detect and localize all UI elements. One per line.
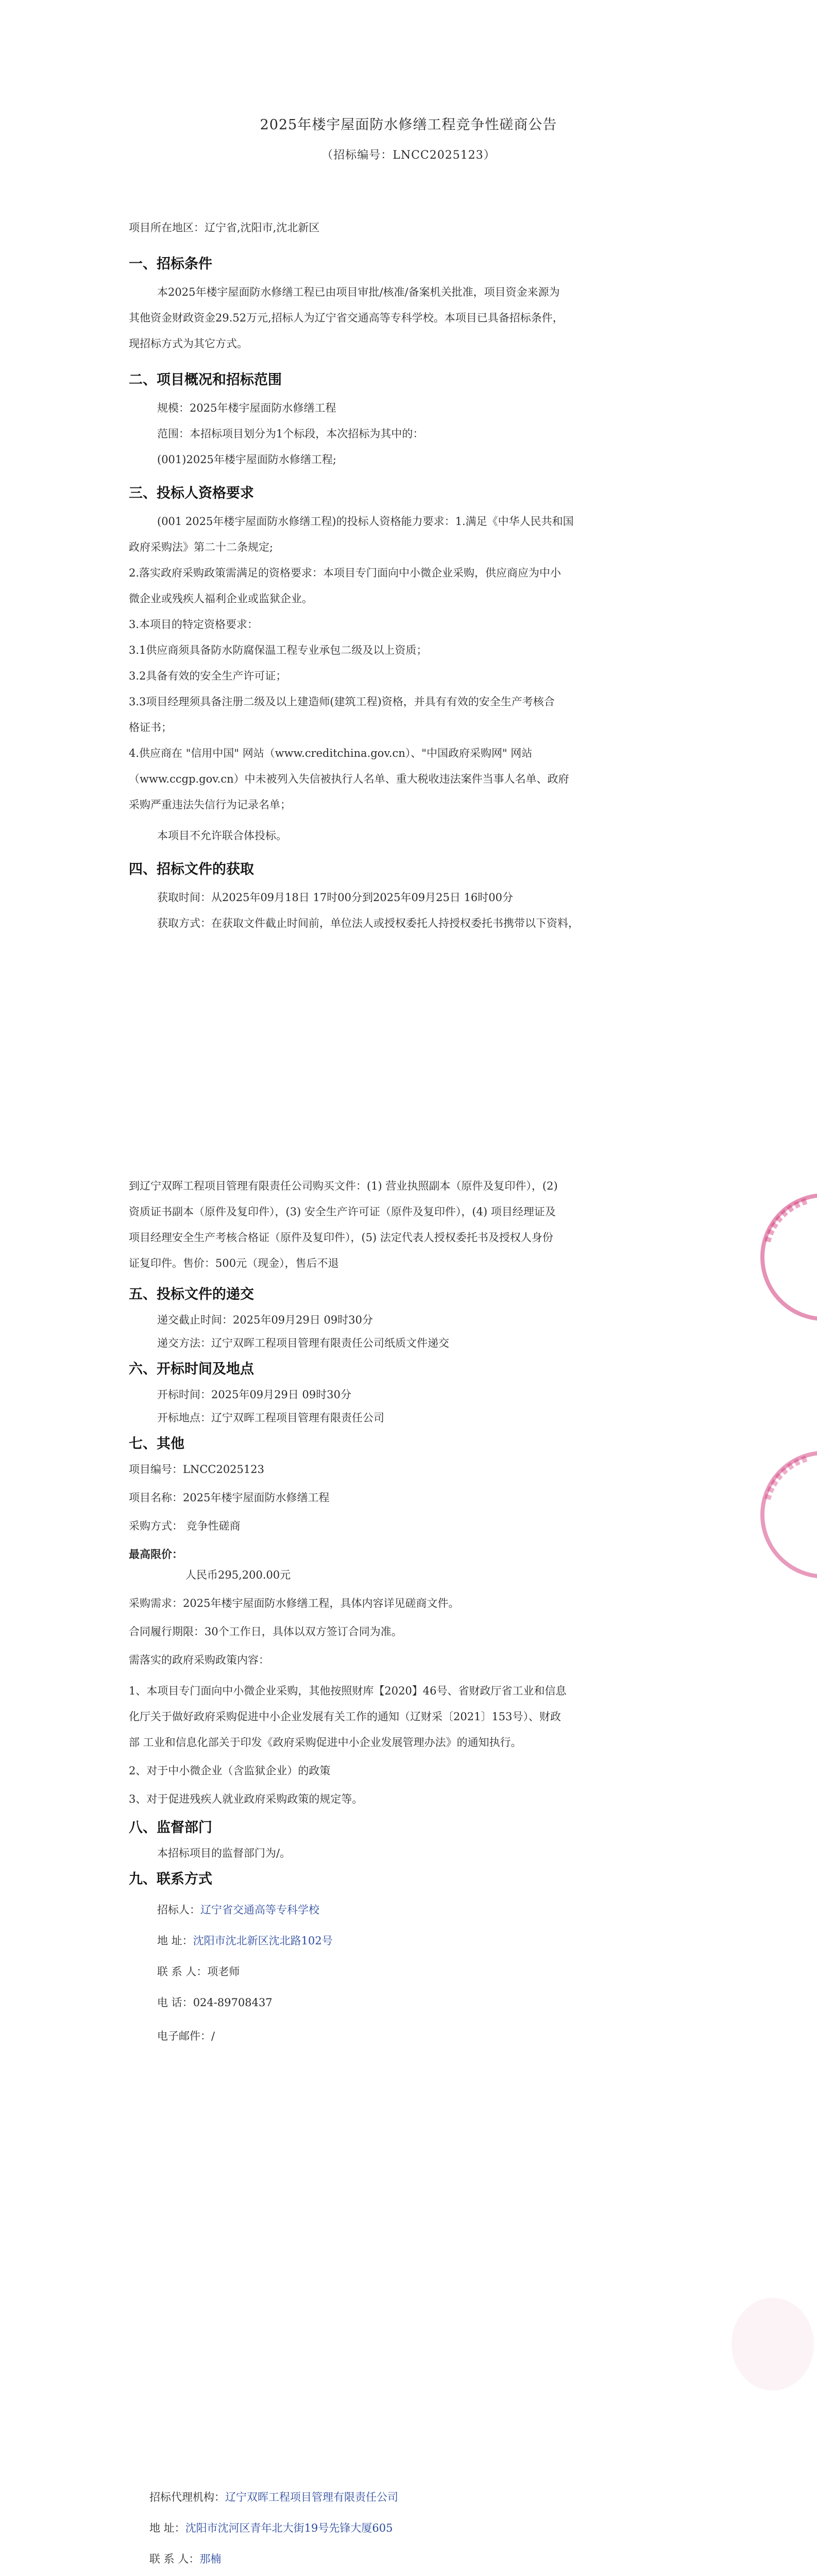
procurement-method: 采购方式： 竞争性磋商 [129,1520,241,1532]
agent-contact: 那楠 [199,2553,222,2565]
agent-address-row [149,2519,393,2537]
heading-supervision: 八、监督部门 [129,1820,212,1836]
project-scale: 规模：2025年楼宇屋面防水修缮工程 [157,402,336,414]
tenderer-row [157,1901,319,1919]
paragraph-line: 政府采购法》第二十二条规定; [129,541,274,553]
joint-bid-note: 本项目不允许联合体投标。 [157,829,287,842]
agent-address: 沈阳市沈河区青年北大街19号先锋大厦605 [185,2522,393,2534]
project-lot: (001)2025年楼宇屋面防水修缮工程; [157,453,336,466]
seal-edge-mark [747,1437,817,1592]
label: 联 系 人： [157,1965,208,1978]
paragraph-line: 其他资金财政资金29.52万元,招标人为辽宁省交通高等专科学校。本项目已具备招标条件， [129,312,564,324]
heading-tender-conditions: 一、招标条件 [129,256,212,272]
paragraph-line: 资质证书副本（原件及复印件），(3) 安全生产许可证（原件及复印件），(4) 项目经理证及 [129,1206,556,1218]
heading-project-overview: 二、项目概况和招标范围 [129,372,282,388]
budget-value: 人民币295,200.00元 [185,1569,291,1581]
budget-label: 最高限价： [129,1548,183,1561]
tenderer-name: 辽宁省交通高等专科学校 [200,1904,319,1916]
tenderer-contact: 项老师 [207,1965,240,1978]
contract-period: 合同履行期限：30个工作日，具体以双方签订合同为准。 [129,1625,402,1638]
paragraph-line: 项目经理安全生产考核合格证（原件及复印件），(5) 法定代表人授权委托书及授权人身份 [129,1231,553,1244]
phone-row [157,1994,273,2011]
obtain-method: 获取方式：在获取文件截止时间前，单位法人或授权委托人持授权委托书携带以下资料， [157,917,579,929]
paragraph-line: 到辽宁双晖工程项目管理有限责任公司购买文件：(1) 营业执照副本（原件及复印件），(2) [129,1180,558,1192]
paragraph-line: 部 工业和信息化部关于印发《政府采购促进中小企业发展管理办法》的通知执行。 [129,1736,522,1749]
policy-heading: 需落实的政府采购政策内容： [129,1654,269,1666]
paragraph-line: 格证书； [129,721,172,734]
project-number: 项目编号：LNCC2025123 [129,1463,264,1476]
opening-place: 开标地点：辽宁双晖工程项目管理有限责任公司 [157,1412,384,1424]
paragraph-line: 3.1供应商须具备防水防腐保温工程专业承包二级及以上资质； [129,644,428,656]
label: 地 址： [149,2522,185,2534]
paragraph-line: （www.ccgp.gov.cn）中未被列入失信被执行人名单、重大税收违法案件当事人名单、政府 [129,773,569,785]
agent-row [149,2488,398,2506]
address-row [157,1932,333,1950]
paragraph-line: 微企业或残疾人福利企业或监狱企业。 [129,592,313,605]
paragraph-line: 采购严重违法失信行为记录名单； [129,799,291,811]
heading-other: 七、其他 [129,1436,184,1452]
doc-title: 2025年楼宇屋面防水修缮工程竞争性磋商公告 [260,117,557,133]
project-scope: 范围：本招标项目划分为1个标段，本次招标为其中的： [157,428,424,440]
paragraph-line: 3.3项目经理须具备注册二级及以上建造师(建筑工程)资格，并具有有效的安全生产考核合 [129,696,555,708]
paragraph-line: 1、本项目专门面向中小微企业采购，其他按照财库【2020】46号、省财政厅省工业和信息 [129,1685,567,1697]
submit-method: 递交方法：辽宁双晖工程项目管理有限责任公司纸质文件递交 [157,1337,449,1349]
obtain-time: 获取时间：从2025年09月18日 17时00分到2025年09月25日 16时00分 [157,891,514,904]
paragraph-line: 3、对于促进残疾人就业政府采购政策的规定等。 [129,1793,363,1805]
label: 联 系 人： [149,2553,200,2565]
supervision-text: 本招标项目的监督部门为/。 [157,1847,291,1859]
label: 招标人： [157,1904,200,1916]
project-name: 项目名称：2025年楼宇屋面防水修缮工程 [129,1492,330,1504]
procurement-content: 采购需求：2025年楼宇屋面防水修缮工程，具体内容详见磋商文件。 [129,1597,459,1609]
agent-name: 辽宁双晖工程项目管理有限责任公司 [225,2491,398,2503]
label: 电 话： [157,1996,193,2009]
heading-obtain-docs: 四、招标文件的获取 [129,861,254,877]
heading-qualification: 三、投标人资格要求 [129,485,254,501]
tenderer-address: 沈阳市沈北新区沈北路102号 [193,1935,333,1947]
paragraph-line: 证复印件。售价：500元（现金），售后不退 [129,1257,339,1269]
agent-contact-row [149,2550,221,2568]
seal-bleed-mark [731,2298,814,2391]
heading-submit-bid: 五、投标文件的递交 [129,1286,254,1302]
tenderer-email: 电子邮件：/ [157,2030,215,2042]
contact-row [157,1963,240,1980]
opening-time: 开标时间：2025年09月29日 09时30分 [157,1388,352,1401]
paragraph-line: 3.本项目的特定资格要求： [129,618,259,631]
paragraph-line: 化厅关于做好政府采购促进中小企业发展有关工作的通知（辽财采〔2021〕153号）、财政 [129,1710,561,1723]
paragraph-line: 2.落实政府采购政策需满足的资格要求：本项目专门面向中小微企业采购，供应商应为中小 [129,567,561,579]
paragraph-line: 现招标方式为其它方式。 [129,337,248,350]
label: 地 址： [157,1935,193,1947]
heading-contact: 九、联系方式 [129,1871,212,1887]
submit-deadline: 递交截止时间：2025年09月29日 09时30分 [157,1314,373,1326]
label: 招标代理机构： [149,2491,225,2503]
paragraph-line: 4.供应商在 "信用中国" 网站（www.creditchina.gov.cn）、"中国政府采购网" 网站 [129,747,533,759]
tenderer-phone: 024-89708437 [193,1996,273,2009]
project-location: 项目所在地区：辽宁省,沈阳市,沈北新区 [129,222,320,234]
paragraph-line: 2、对于中小微企业（含监狱企业）的政策 [129,1765,331,1777]
paragraph-line: 3.2具备有效的安全生产许可证； [129,670,287,682]
paragraph-line: 本2025年楼宇屋面防水修缮工程已由项目审批/核准/备案机关批准，项目资金来源为 [157,286,560,298]
heading-bid-opening: 六、开标时间及地点 [129,1361,254,1377]
seal-edge-mark [747,1180,817,1334]
paragraph-line: (001 2025年楼宇屋面防水修缮工程)的投标人资格能力要求：1.满足《中华人民共和国 [157,515,574,528]
doc-subtitle: （招标编号：LNCC2025123） [321,149,496,162]
